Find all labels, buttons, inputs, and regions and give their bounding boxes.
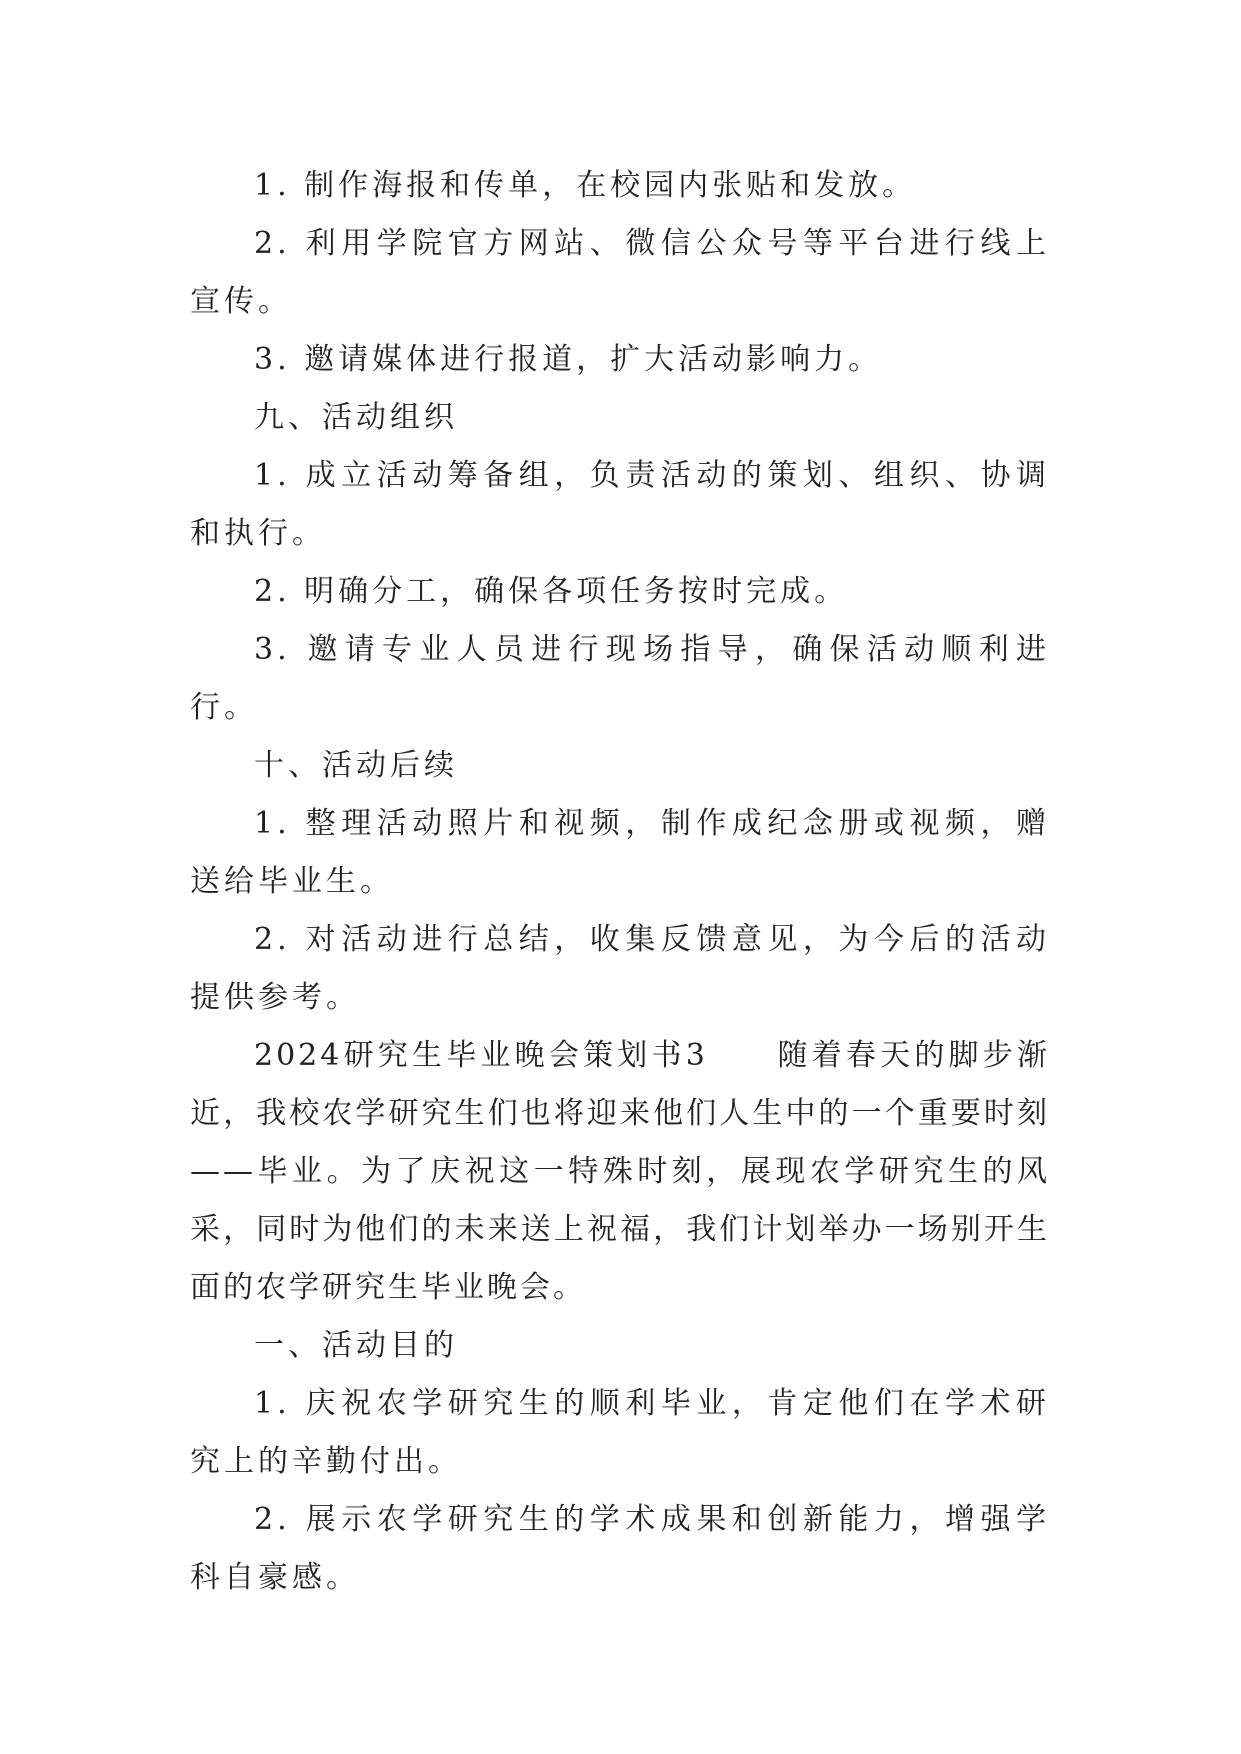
document-body [190,157,1050,1607]
paragraph-promo-media: 3. 邀请媒体进行报道，扩大活动影响力。 [254,342,883,377]
paragraph-plan3-intro: 2024研究生毕业晚会策划书3 随着春天的脚步渐近，我校农学研究生们也将迎来他们人生中的一个重要时刻——毕业。为了庆祝这一特殊时刻，展现农学研究生的风采，同时为他们的未来送上祝福，我们计划举办一场别开生面的农学研究生毕业晚会。 [190,1038,1050,1305]
paragraph-org-guidance: 3. 邀请专业人员进行现场指导，确保活动顺利进行。 [190,632,1050,725]
paragraph-org-division: 2. 明确分工，确保各项任务按时完成。 [254,574,849,609]
paragraph-org-committee: 1. 成立活动筹备组，负责活动的策划、组织、协调和执行。 [190,458,1050,551]
section-heading-purpose: 一、活动目的 [254,1328,458,1363]
paragraph-followup-summary: 2. 对活动进行总结，收集反馈意见，为今后的活动提供参考。 [190,922,1050,1015]
section-heading-organization: 九、活动组织 [254,400,458,435]
paragraph-promo-online: 2. 利用学院官方网站、微信公众号等平台进行线上宣传。 [190,226,1050,319]
paragraph-purpose-showcase: 2. 展示农学研究生的学术成果和创新能力，增强学科自豪感。 [190,1502,1050,1595]
section-heading-followup: 十、活动后续 [254,748,458,783]
paragraph-purpose-celebrate: 1. 庆祝农学研究生的顺利毕业，肯定他们在学术研究上的辛勤付出。 [190,1386,1050,1479]
paragraph-promo-posters: 1. 制作海报和传单，在校园内张贴和发放。 [254,168,917,203]
paragraph-followup-album: 1. 整理活动照片和视频，制作成纪念册或视频，赠送给毕业生。 [190,806,1050,899]
